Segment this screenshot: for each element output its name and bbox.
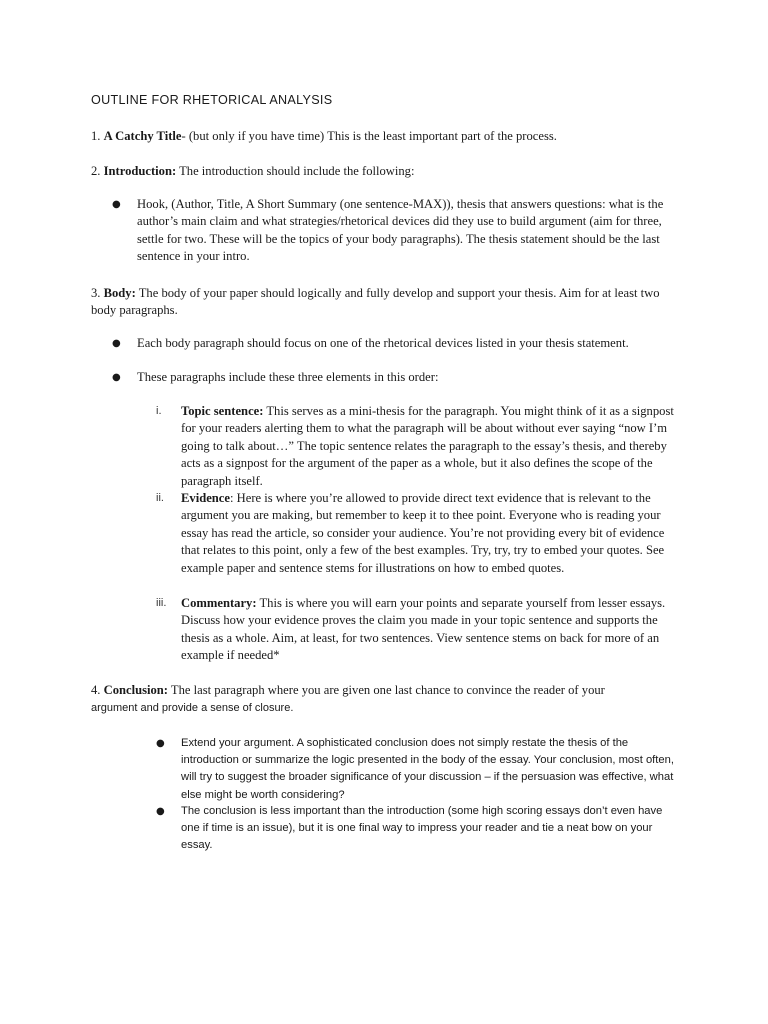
section-title [91, 128, 681, 145]
list-item-text: The conclusion is less important than the introduction (some high scoring essays don’t even have one if time is an issue), but it is one final way to impress your reader and tie a neat bow on your essay. [181, 805, 663, 852]
list-item [156, 735, 676, 804]
section-number: 4. [91, 683, 101, 697]
section-text: The body of your paper should logically and fully develop and support your thesis. Aim for at least two body paragraphs. [91, 286, 660, 318]
bullet-icon: ● [112, 338, 121, 349]
section-body [91, 285, 681, 320]
list-item-text: Each body paragraph should focus on one of the rhetorical devices listed in your thesis statement. [137, 336, 629, 350]
list-item [112, 196, 677, 266]
section-text: - (but only if you have time) This is the least important part of the process. [181, 129, 557, 143]
bullet-icon: ● [156, 738, 165, 749]
element-label: Topic sentence: [181, 404, 264, 418]
list-item-topic-sentence [156, 403, 676, 490]
element-text: This serves as a mini-thesis for the paragraph. You might think of it as a signpost for your readers alerting them to what the paragraph will be about without ever saying “now I’m going to talk about…” The topic sentence relates the paragraph to the essay’s thesis, and thereby acts as a signpost for the argument of the paper as a whole, but it also defines the scope of the paragraph itself. [181, 404, 674, 488]
list-item-text: These paragraphs include these three elements in this order: [137, 370, 439, 384]
section-conclusion [91, 682, 681, 718]
section-text-continued: argument and provide a sense of closure. [91, 702, 294, 715]
list-numeral: ii. [156, 492, 164, 504]
section-number: 3. [91, 286, 101, 300]
list-item [112, 335, 697, 352]
section-heading: Body: [103, 286, 136, 300]
section-number: 1. [91, 129, 101, 143]
list-numeral: i. [156, 405, 162, 417]
list-item-commentary [156, 595, 676, 665]
list-item-text: Extend your argument. A sophisticated conclusion does not simply restate the thesis of the introduction or summarize the logic presented in the body of the essay. Your conclusion, most often, will try to suggest the broader significance of your discussion – if the persuasion was effective, what else might be worth considering? [181, 737, 674, 801]
section-text: The introduction should include the following: [176, 164, 415, 178]
bullet-icon: ● [156, 806, 165, 817]
bullet-icon: ● [112, 199, 121, 210]
section-text: The last paragraph where you are given one last chance to convince the reader of your [168, 683, 605, 697]
element-text: : Here is where you’re allowed to provide direct text evidence that is relevant to the argument you are making, but remember to keep it to thee point. Everyone who is reading your essay has read the article, so consider your audience. You’re not providing every bit of evidence that relates to this point, only a few of the best examples. Try, try, try to embed your quotes. See example paper and sentence stems for illustrations on how to embed quotes. [181, 491, 665, 575]
element-text: This is where you will earn your points and separate yourself from lesser essays. Discuss how your evidence proves the claim you made in your topic sentence and supports the thesis as a whole. Aim, at least, for two sentences. View sentence stems on back for more of an example if needed* [181, 596, 666, 663]
list-item-evidence [156, 490, 676, 577]
section-heading: Introduction: [103, 164, 177, 178]
section-number: 2. [91, 164, 101, 178]
list-item [156, 803, 676, 855]
list-numeral: iii. [156, 597, 167, 609]
bullet-icon: ● [112, 372, 121, 383]
element-label: Evidence [181, 491, 230, 505]
section-heading: A Catchy Title [103, 129, 182, 143]
list-item-text: Hook, (Author, Title, A Short Summary (one sentence-MAX)), thesis that answers questions: what is the author’s main claim and what strategies/rhetorical devices did they use to build argument (aim for three, settle for two. These will be the topics of your body paragraphs). The thesis statement should be the last sentence in your intro. [137, 197, 664, 264]
list-item [112, 369, 697, 386]
section-heading: Conclusion: [103, 683, 168, 697]
element-label: Commentary: [181, 596, 257, 610]
page-title: OUTLINE FOR RHETORICAL ANALYSIS [91, 93, 333, 107]
section-introduction [91, 163, 681, 180]
